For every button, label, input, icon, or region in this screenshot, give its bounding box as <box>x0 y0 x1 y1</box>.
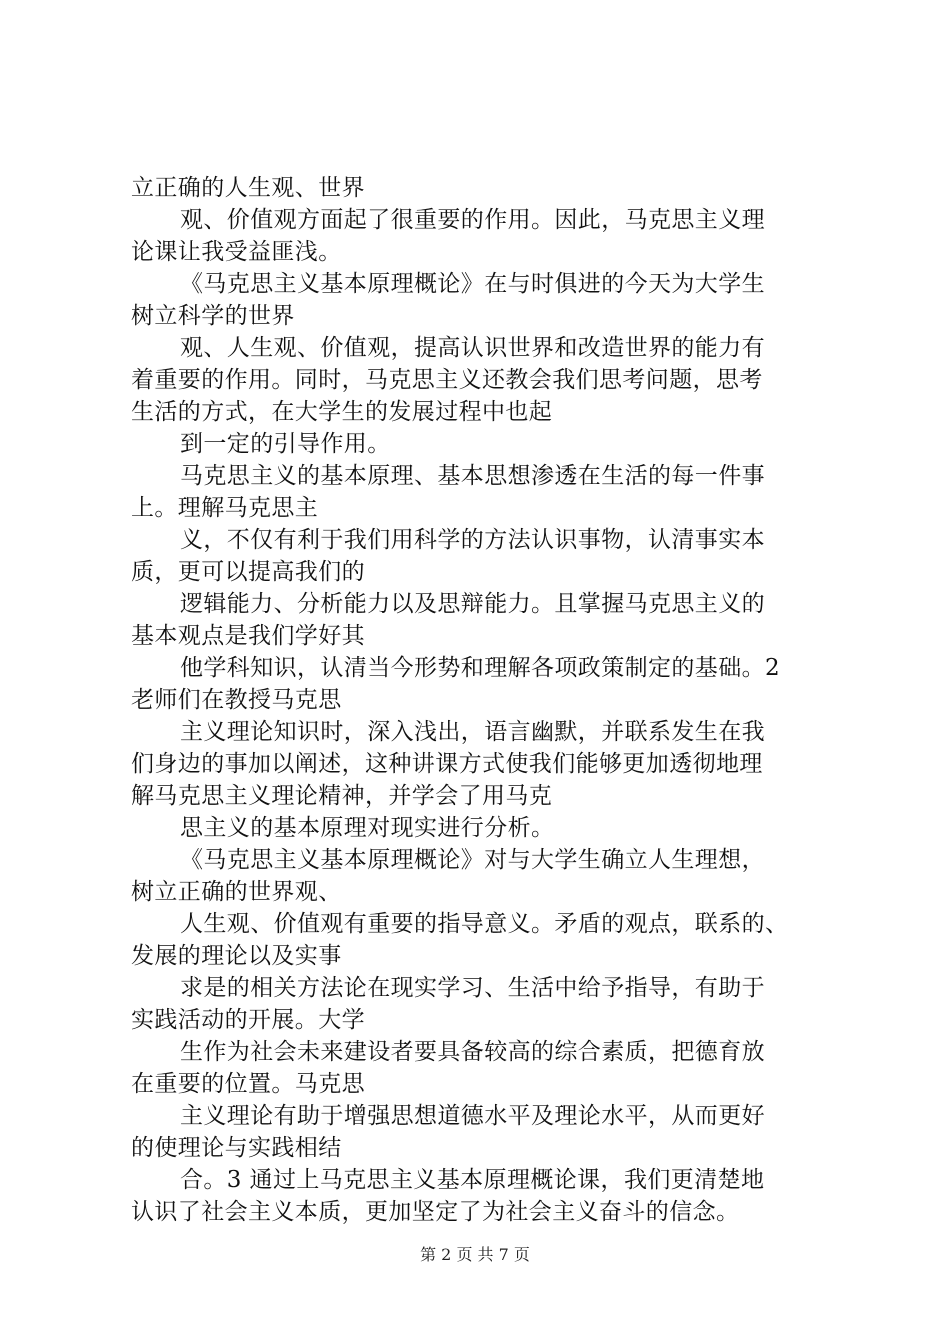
text-line: 主义理论有助于增强思想道德水平及理论水平，从而更好 <box>180 1103 765 1129</box>
text-line: 他学科知识，认清当今形势和理解各项政策制定的基础。2 <box>180 655 781 681</box>
text-line: 实践活动的开展。大学 <box>131 1007 365 1033</box>
text-line: 合。3 通过上马克思主义基本原理概论课，我们更清楚地 <box>180 1167 765 1193</box>
text-line: 着重要的作用。同时，马克思主义还教会我们思考问题，思考 <box>131 367 763 393</box>
text-line: 逻辑能力、分析能力以及思辩能力。且掌握马克思主义的 <box>180 591 765 617</box>
document-text-block <box>131 172 831 1228</box>
text-line: 思主义的基本原理对现实进行分析。 <box>180 815 555 841</box>
text-line: 主义理论知识时，深入浅出，语言幽默，并联系发生在我 <box>180 719 765 745</box>
text-line: 到一定的引导作用。 <box>180 431 391 457</box>
document-body <box>131 172 831 1228</box>
text-line: 生作为社会未来建设者要具备较高的综合素质，把德育放 <box>180 1039 765 1065</box>
text-line: 立正确的人生观、世界 <box>131 175 365 201</box>
text-line: 马克思主义的基本原理、基本思想渗透在生活的每一件事 <box>180 463 765 489</box>
text-line: 基本观点是我们学好其 <box>131 623 365 649</box>
text-line: 《马克思主义基本原理概论》在与时俱进的今天为大学生 <box>180 271 765 297</box>
text-line: 们身边的事加以阐述，这种讲课方式使我们能够更加透彻地理 <box>131 751 763 777</box>
text-line: 生活的方式，在大学生的发展过程中也起 <box>131 399 553 425</box>
text-line: 观、人生观、价值观，提高认识世界和改造世界的能力有 <box>180 335 765 361</box>
text-line: 解马克思主义理论精神，并学会了用马克 <box>131 783 553 809</box>
text-line: 树立科学的世界 <box>131 303 295 329</box>
page-footer: 第 2 页 共 7 页 <box>420 1245 530 1264</box>
text-line: 观、价值观方面起了很重要的作用。因此，马克思主义理 <box>180 207 765 233</box>
text-line: 的使理论与实践相结 <box>131 1135 342 1161</box>
text-line: 发展的理论以及实事 <box>131 943 342 969</box>
text-line: 认识了社会主义本质，更加坚定了为社会主义奋斗的信念。 <box>131 1199 740 1225</box>
text-line: 老师们在教授马克思 <box>131 687 342 713</box>
text-line: 质，更可以提高我们的 <box>131 559 365 585</box>
text-line: 求是的相关方法论在现实学习、生活中给予指导，有助于 <box>180 975 765 1001</box>
text-line: 人生观、价值观有重要的指导意义。矛盾的观点，联系的、 <box>180 911 789 937</box>
text-line: 上。理解马克思主 <box>131 495 319 521</box>
text-line: 树立正确的世界观、 <box>131 879 342 905</box>
text-line: 义，不仅有利于我们用科学的方法认识事物，认清事实本 <box>180 527 765 553</box>
text-line: 《马克思主义基本原理概论》对与大学生确立人生理想， <box>180 847 765 873</box>
text-line: 论课让我受益匪浅。 <box>131 239 342 265</box>
text-line: 在重要的位置。马克思 <box>131 1071 365 1097</box>
